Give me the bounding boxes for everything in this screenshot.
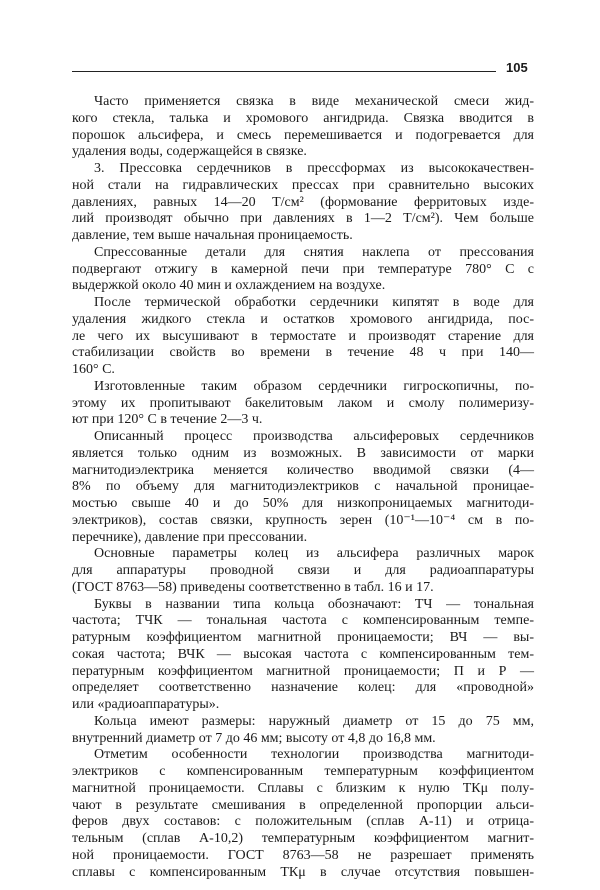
paragraph (72, 714, 534, 748)
text-line: внутренний диаметр от 7 до 46 мм; высоту от 4,8 до 16,8 мм. (72, 730, 436, 746)
text-line: Кольца имеют размеры: наружный диаметр от 15 до 75 мм, (94, 713, 534, 729)
text-line: чают в результате смешивания в определенной пропорции альси- (72, 797, 534, 813)
text-line: стабилизации свойств во времени в течение 48 ч при 140— (72, 345, 534, 361)
text-line: удаления жидкого стекла и остатков хромового ангидрида, пос- (72, 311, 534, 327)
text-line: порошок альсифера, и смесь перемешивается и подогревается для (72, 127, 534, 143)
paragraph (72, 94, 534, 161)
text-line: Описанный процесс производства альсиферовых сердечников (94, 429, 534, 444)
text-line: 8% по объему для магнитодиэлектриков с начальной проницае- (72, 479, 534, 495)
body-text (72, 94, 534, 881)
text-line: подвергают отжигу в камерной печи при температуре 780° С с (72, 261, 534, 277)
text-line: магнитодиэлектрика меняется количество вводимой связки (4— (72, 462, 534, 478)
text-line: лий производят обычно при давлениях в 1—2 Т/см²). Чем больше (72, 211, 534, 227)
page-number: 105 (506, 60, 528, 75)
text-line: 160° С. (72, 362, 115, 377)
text-line: ной проницаемости. ГОСТ 8763—58 не разрешает применять (72, 847, 534, 863)
text-line: является только одним из возможных. В зависимости от марки (72, 445, 534, 461)
paragraph (72, 429, 534, 546)
text-line: давлениях, равных 14—20 Т/см² (формование ферритовых изде- (72, 194, 534, 210)
text-line: сплавы с компенсированным ТКμ в случае отсутствия повышен- (72, 864, 534, 880)
text-line: Отметим особенности технологии производства магнитоди- (94, 747, 534, 763)
text-line: (ГОСТ 8763—58) приведены соответственно в табл. 16 и 17. (72, 579, 434, 595)
text-line: давление, тем выше начальная проницаемость. (72, 228, 353, 243)
paragraph (72, 295, 534, 379)
text-line: этому их пропитывают бакелитовым лаком и смолу полимеризу- (72, 395, 534, 411)
text-line: пературным коэффициентом магнитной проницаемости; П и Р — (72, 663, 534, 679)
text-line: сокая частота; ВЧК — высокая частота с компенсированным тем- (72, 646, 534, 662)
text-line: для аппаратуры проводной связи и для радиоаппаратуры (72, 563, 534, 578)
text-line: Спрессованные детали для снятия наклепа от прессования (94, 244, 534, 260)
text-line: Основные параметры колец из альсифера различных марок (94, 546, 534, 562)
text-line: ной стали на гидравлических прессах при сравнительно высоких (72, 177, 534, 193)
text-line: мостью свыше 40 и до 50% для низкопроницаемых магнитоди- (72, 496, 534, 511)
header-rule (72, 71, 496, 72)
text-line: ют при 120° С в течение 2—3 ч. (72, 412, 263, 428)
text-line: ратурным коэффициентом магнитной проницаемости; ВЧ — вы- (72, 630, 534, 645)
paragraph (72, 546, 534, 596)
paragraph (72, 245, 534, 295)
text-line: электриков), состав связки, крупность зерен (10⁻¹—10⁻⁴ см в по- (72, 512, 534, 528)
paragraph (72, 747, 534, 881)
text-line: тельным (сплав А-10,2) температурным коэффициентом магнит- (72, 831, 534, 846)
text-line: Часто применяется связка в виде механической смеси жид- (94, 94, 534, 109)
text-line: магнитной проницаемости. Сплавы с близким к нулю ТКμ полу- (72, 780, 534, 796)
text-line: Буквы в названии типа кольца обозначают: ТЧ — тональная (94, 596, 534, 612)
text-line: После термической обработки сердечники кипятят в воде для (94, 295, 534, 310)
paragraph (72, 161, 534, 245)
paragraph (72, 597, 534, 714)
text-line: или «радиоаппаратуры». (72, 697, 220, 712)
text-line: кого стекла, талька и хромового ангидрида. Связка вводится в (72, 110, 534, 126)
text-line: электриков с компенсированным температурным коэффициентом (72, 764, 534, 779)
text-line: ле чего их высушивают в термостате и производят старение для (72, 328, 534, 344)
text-line: определяет соответственно назначение колец: для «проводной» (72, 680, 534, 696)
text-line: 3. Прессовка сердечников в прессформах из высококачествен- (94, 161, 534, 176)
text-line: удаления воды, содержащейся в связке. (72, 144, 307, 160)
text-line: перечнике), давление при прессовании. (72, 529, 308, 545)
paragraph (72, 379, 534, 429)
text-line: феров двух составов: с положительным (сплав А-11) и отрица- (72, 814, 534, 830)
text-line: Изготовленные таким образом сердечники гигроскопичны, по- (94, 378, 534, 394)
text-line: выдержкой около 40 мин и охлаждением на воздухе. (72, 278, 386, 294)
text-line: частота; ТЧК — тональная частота с компенсированным темпе- (72, 613, 534, 629)
